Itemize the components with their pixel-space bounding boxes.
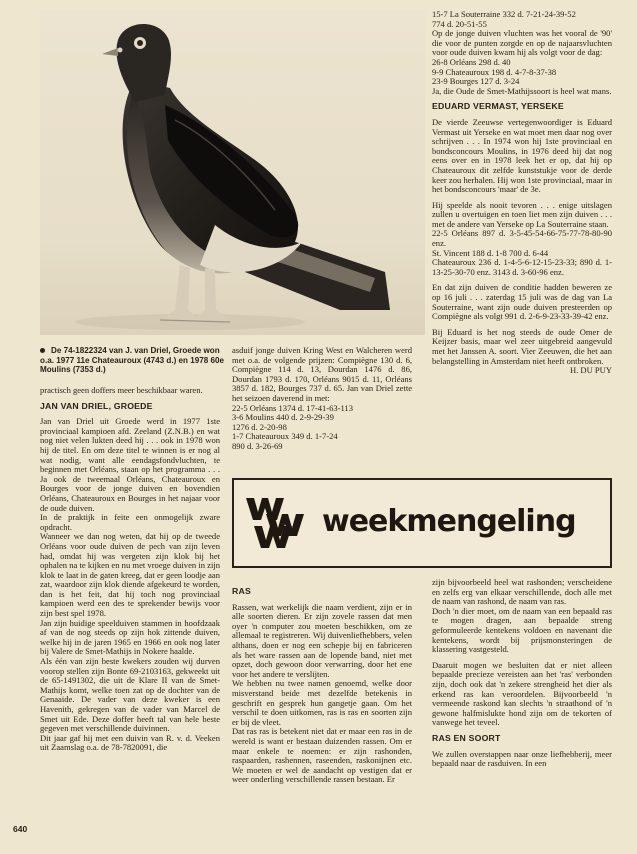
paragraph: Ja, die Oude de Smet-Mathijssoort is heel wat mans. <box>432 85 612 96</box>
paragraph: Bij Eduard is het nog steeds de oude Omer de Keijzer basis, maar wel zeer uitgebreid aangevuld met het Janssen A. soort. Vier Zeeuwen, die het aan belangstelling in Amsterdam niet heeft ontbroken. <box>432 326 612 366</box>
column-right-bottom <box>432 578 612 769</box>
paragraph: Als één van zijn beste kwekers zouden wij durven voorop stellen zijn Bonte 69-2103163, gekweekt uit de 65-1491302, die uit de Klare II van de Smet-Mathijs komt, welke toen zat op de dochter van de Genaaide. De vader van deze kweker is een Havenith, gekregen van de vader van Marcel de Smet uit Ede. Deze doffer heeft tal van hele beste gegeven met verschillende duivinnen. <box>40 656 220 734</box>
paragraph: Doch 'n dier moet, om de naam van een bepaald ras te mogen dragen, aan bepaalde streng geformuleerde kentekens voldoen en navenant die kentekens, wordt bij prijsmonsteringen de klassering vastgesteld. <box>432 605 612 655</box>
paragraph: Jan zijn huidige speelduiven stammen in hoofdzaak af van de nog steeds op zijn hok zittende duiven, welke hij in de jaren 1965 en 1966 en ook nog later bij Valere de Smet-Mathijs in Nokere haalde. <box>40 617 220 657</box>
paragraph: Dit jaar gaf hij met een duivin van R. v. d. Veeken uit Zaamslag o.a. de 78-7820091, die <box>40 732 220 753</box>
bullet-icon <box>40 348 45 353</box>
paragraph: Hij speelde als nooit tevoren . . . enige uitslagen zullen u overtuigen en toen liet men zijn duiven . . . met de andere van Yerseke op La Souterraine staan. <box>432 199 612 229</box>
banner-title: weekmengeling <box>322 504 576 539</box>
paragraph: Daaruit mogen we besluiten dat er niet alleen bepaalde precieze vereisten aan het 'ras' verbonden zijn, doch ook dat 'n zekere strengheid het dier als erkend ras kan veroordelen. Bijvoorbeeld 'n vermeende raskond kan slechts 'n straathond of 'n gewone halfmislukte hond zijn om de tekorten of vanwege het teveel. <box>432 659 612 728</box>
paragraph: Rassen, wat werkelijk die naam verdient, zijn er in alle soorten dieren. Er zijn zovele rassen dat men oyer 'n computer zou moeten beschikken, om ze allemaal te registreren. Wij duivenliefhebbers, velen althans, doen er nog een schepje bij en fabriceren als het ware rassen aan de lopende band, niet met opzet, doch gewoon door verwarring, door het ene voor het andere te verslijten. <box>232 601 412 679</box>
section-heading-ras-en-soort: RAS EN SOORT <box>432 732 501 743</box>
section-heading-vermast: EDUARD VERMAST, YERSEKE <box>432 101 564 112</box>
paragraph: zijn bijvoorbeeld heel wat rashonden; verscheidene en zelfs erg van elkaar verschillende, doch alle met de naam van rashond, de naam van ras. <box>432 577 612 607</box>
column-left <box>40 386 220 753</box>
weekmengeling-logo-icon <box>242 488 312 556</box>
page-number: 640 <box>13 824 28 834</box>
result-line: 23-9 Bourges 127 d. 3-24 <box>432 76 520 87</box>
result-line: 9-9 Chateauroux 198 d. 4-7-8-37-38 <box>432 66 557 77</box>
pigeon-photo <box>40 10 425 335</box>
pigeon-illustration <box>40 10 425 335</box>
section-heading-ras: RAS <box>232 586 251 596</box>
paragraph: De vierde Zeeuwse vertegenwoordiger is Eduard Vermast uit Yerseke en wat moet men daar nog over schrijven . . . In 1974 won hij 1ste provinciaal en bondsconcours Moulins, in 1976 deed hij dat nog eens over en in 1978 leek het er op, dat hij op Chateauroux dit zelfde kunststukje voor de derde keer zou herhalen. Hij won 1ste provinciaal, maar in het bondsconcours 'maar' de 3e. <box>432 116 612 195</box>
column-middle-bottom <box>232 583 412 785</box>
result-line: 890 d. 3-26-69 <box>232 440 283 451</box>
section-heading-van-driel: JAN VAN DRIEL, GROEDE <box>40 400 153 411</box>
paragraph: En dat zijn duiven de conditie hadden beweren ze op 16 juli . . . zaterdag 15 juli was de dag van La Souterraine, want zijn oude duiven presteerden op Compiègne als volgt 991 d. 2-6-9-23-33-39-42 enz. <box>432 282 612 322</box>
column-middle-top <box>232 346 412 452</box>
result-line: 1-7 Chateauroux 349 d. 1-7-24 <box>232 431 338 442</box>
caption-text: De 74-1822324 van J. van Driel, Groede won o.a. 1977 11e Chateauroux (4743 d.) en 1978 60e Moulins (7353 d.) <box>40 346 225 375</box>
photo-caption <box>40 346 225 375</box>
result-line: 1276 d. 2-20-98 <box>232 421 287 432</box>
paragraph: Jan van Driel uit Groede werd in 1977 1ste provinciaal kampioen afd. Zeeland (Z.N.B.) en wat nog niet velen lukten deed hij . . . ook in 1978 won hij de titel. En om deze titel te winnen is er nog al wat nodig, want alle eendagsfondvluchten, te beginnen met Orléans, staan op het programma . . . Ja ook de tweemaal Orléans, Chateauroux en Bourges voor de jonge duiven en bovendien Orléans, Chateauroux en Bourges in het najaar voor de oude duiven. <box>40 416 220 513</box>
result-line: St. Vincent 188 d. 1-8 700 d. 6-44 <box>432 247 549 258</box>
paragraph: asduif jonge duiven Kring West en Walcheren werd met o.a. de volgende prijzen: Compiègne 130 d. 6, Compiègne 114 d. 13, Dourdan 1476 d. 86, Dourdan 1793 d. 170, Orléans 9015 d. 11, Orléans 3857 d. 182, Bourges 737 d. 65. Jan van Driel zette het seizoen daverend in met: <box>232 345 412 403</box>
paragraph: We zullen overstappen naar onze liefhebberij, meer bepaald naar de rasduiven. In een <box>432 748 612 769</box>
result-line: Chateauroux 236 d. 1-4-5-6-12-15-23-33; 890 d. 1-13-25-30-70 enz. 3143 d. 3-60-96 enz. <box>432 257 612 277</box>
result-line: 3-6 Moulins 440 d. 2-9-29-39 <box>232 412 334 423</box>
column-right-top <box>432 10 612 376</box>
result-line: 774 d. 20-51-55 <box>432 18 487 29</box>
weekmengeling-banner <box>232 478 612 568</box>
paragraph: We hebben nu twee namen genoemd, welke door misverstand beide met dezelfde betekenis in geschrift en gesprek hun gangetje gaan. Om het verschil te doen uitkomen, ras is ras en soorten zijn er bij de vleet. <box>232 678 412 727</box>
intro-text: practisch geen doffers meer beschikbaar waren. <box>40 385 203 395</box>
paragraph: Wanneer we dan nog weten, dat hij op de tweede Orléans voor oude duiven de pech van zijn leven had, omdat hij was vergeten zijn klok bij het ophalen na te kijken en nu met vroege duiven in zijn klok te laat in de gaten kreeg, dat er geen loodje aan zat, waardoor zijn klok diende afgekeurd te worden, dan is het feit, dat hij toch nog provinciaal kampioen werd een des te sprekender bewijs voor zijn best spel 1978. <box>40 531 220 619</box>
result-line: 22-5 Orléans 897 d. 3-5-45-54-66-75-77-78-80-90 enz. <box>432 228 612 249</box>
result-line: 26-8 Orléans 298 d. 40 <box>432 56 511 67</box>
result-line: 22-5 Orléans 1374 d. 17-41-63-113 <box>232 402 353 413</box>
author-signature: H. DU PUY <box>569 365 612 376</box>
paragraph: In de praktijk in feite een onmogelijk zware opdracht. <box>40 512 220 532</box>
paragraph: Dat ras ras is betekent niet dat er maar een ras in de wereld is want er bestaan duizenden rassen. Om er maar enkele te noemen: er zijn rashonden, raspaarden, rashennen, raseenden, raskonijnen etc. We moeten er wel de aandacht op vestigen dat er weer onderling verschillende rassen bestaan. Er <box>232 726 412 785</box>
result-line: 15-7 La Souterraine 332 d. 7-21-24-39-52 <box>432 9 576 19</box>
paragraph: Op de jonge duiven vluchten was het vooral de '90' die voor de punten zorgde en op de najaarsvluchten voor oude duiven kwam hij als volgt voor de dag: <box>432 28 612 58</box>
